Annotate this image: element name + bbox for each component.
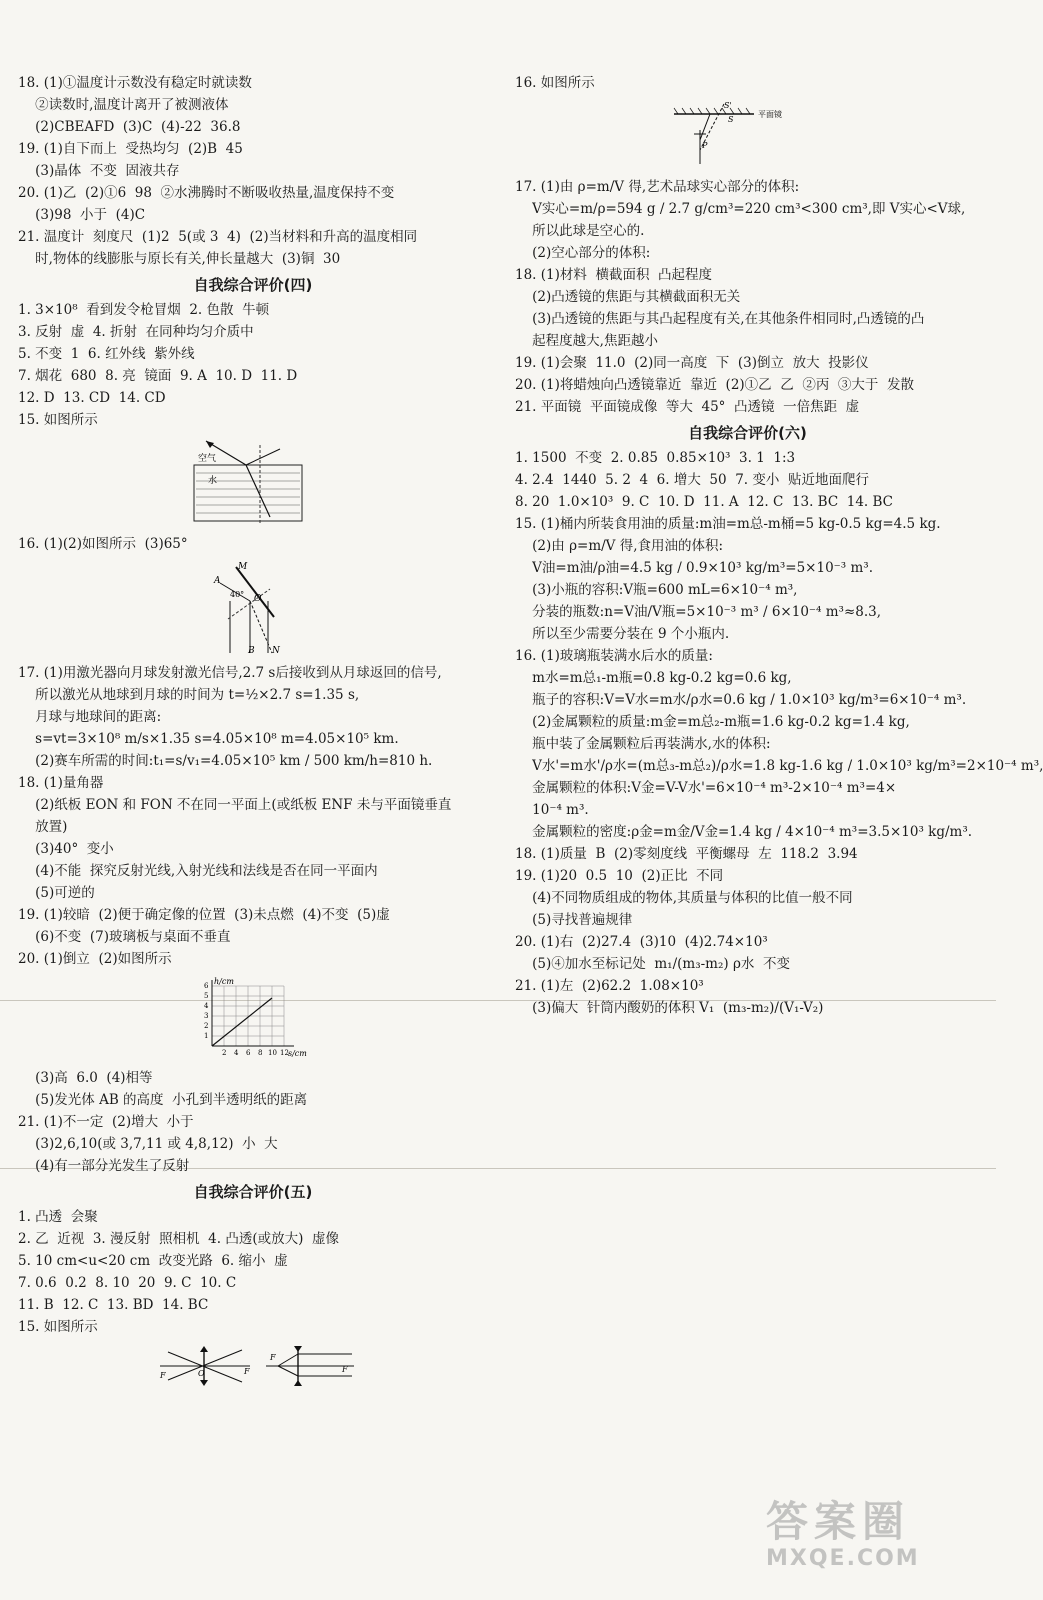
angle-label: 40° — [230, 590, 245, 599]
x-tick: 12 — [280, 1049, 289, 1057]
answer-line: 5. 不变 1 6. 红外线 紫外线 — [18, 346, 195, 362]
label-b: B — [248, 646, 255, 656]
x-tick: 6 — [246, 1049, 251, 1057]
answer-line: (5)寻找普遍规律 — [515, 912, 633, 928]
y-tick: 4 — [204, 1002, 209, 1010]
answer-line: 21. (1)左 (2)62.2 1.08×10³ — [515, 978, 704, 994]
y-tick: 3 — [204, 1012, 209, 1020]
answer-line: V实心=m/ρ=594 g / 2.7 g/cm³=220 cm³<300 cm³,即 V实心<V球, — [515, 201, 966, 217]
section-title-5: 自我综合评价(五) — [193, 1183, 313, 1201]
answers-block-18 — [18, 772, 488, 904]
answer-line: 月球与地球间的距离: — [18, 709, 162, 725]
answers-block-r19 — [515, 352, 980, 418]
answer-line: 12. D 13. CD 14. CD — [18, 390, 166, 406]
answers-block-19 — [18, 904, 488, 948]
answer-line: 金属颗粒的体积:V金=V-V水'=6×10⁻⁴ m³-2×10⁻⁴ m³=4× — [515, 780, 897, 796]
answer-line: 瓶中装了金属颗粒后再装满水,水的体积: — [515, 736, 771, 752]
answers-block-r15 — [515, 513, 980, 645]
watermark-logo: 答案圈 — [766, 1497, 911, 1546]
answer-line: 7. 0.6 0.2 8. 10 20 9. C 10. C — [18, 1275, 237, 1291]
answers-block-top — [18, 72, 488, 270]
section-title-4: 自我综合评价(四) — [193, 276, 313, 294]
answer-line: 1. 3×10⁸ 看到发令枪冒烟 2. 色散 牛顿 — [18, 302, 270, 318]
answer-line: 3. 反射 虚 4. 折射 在同种均匀介质中 — [18, 324, 254, 340]
right-column — [515, 72, 1043, 1019]
answer-line: (3)40° 变小 — [18, 841, 114, 857]
answer-line: 19. (1)20 0.5 10 (2)正比 不同 — [515, 868, 724, 884]
answer-line: 18. (1)①温度计示数没有稳定时就读数 — [18, 75, 252, 91]
answers-block-4 — [18, 299, 488, 431]
answer-line: 20. (1)右 (2)27.4 (3)10 (4)2.74×10³ — [515, 934, 768, 950]
source-point-label: S — [728, 115, 734, 124]
answer-line: (6)不变 (7)玻璃板与桌面不垂直 — [18, 929, 231, 945]
label-n: N — [272, 646, 280, 656]
image-point-label: S' — [724, 101, 732, 110]
answer-line: (2)由 ρ=m/V 得,食用油的体积: — [515, 538, 724, 554]
lens-ray-diagrams — [158, 1344, 488, 1388]
answer-line: (4)有一部分光发生了反射 — [18, 1158, 190, 1174]
focus-label: F — [270, 1353, 276, 1362]
answer-line: 18. (1)材料 横截面积 凸起程度 — [515, 267, 713, 283]
answer-line: 1. 1500 不变 2. 0.85 0.85×10³ 3. 1 1:3 — [515, 450, 796, 466]
section-title-6: 自我综合评价(六) — [688, 424, 807, 442]
answer-line: 1. 凸透 会聚 — [18, 1209, 98, 1225]
answer-line: 所以至少需要分装在 9 个小瓶内. — [515, 626, 730, 642]
answers-block-r17 — [515, 176, 980, 264]
answer-line: 10⁻⁴ m³. — [515, 802, 589, 818]
label-a: A — [214, 576, 221, 586]
answers-block-tail — [515, 843, 980, 1019]
refraction-diagram — [188, 437, 488, 527]
optical-center-label: O — [198, 1369, 205, 1378]
plane-mirror-diagram — [670, 100, 980, 170]
x-tick: 8 — [258, 1049, 263, 1057]
y-tick: 1 — [204, 1032, 209, 1040]
answer-line: (3)高 6.0 (4)相等 — [18, 1070, 153, 1086]
answer-line: 放置) — [18, 819, 68, 835]
answer-line: 分装的瓶数:n=V油/V瓶=5×10⁻³ m³ / 6×10⁻⁴ m³≈8.3, — [515, 604, 882, 620]
answer-line: 所以此球是空心的. — [515, 223, 645, 239]
answer-line: 16. (1)玻璃瓶装满水后水的质量: — [515, 648, 713, 664]
answer-line: 时,物体的线膨胀与原长有关,伸长量越大 (3)铜 30 — [18, 251, 341, 267]
answer-line: 19. (1)自下而上 受热均匀 (2)B 45 — [18, 141, 243, 157]
answers-block-17 — [18, 662, 488, 772]
focus-label: F — [342, 1365, 348, 1374]
answer-line: 21. (1)不一定 (2)增大 小于 — [18, 1114, 194, 1130]
answer-line: V油=m油/ρ油=4.5 kg / 0.9×10³ kg/m³=5×10⁻³ m³. — [515, 560, 874, 576]
answer-line: (3)2,6,10(或 3,7,11 或 4,8,12) 小 大 — [18, 1136, 278, 1152]
answer-line: 20. (1)倒立 (2)如图所示 — [18, 951, 172, 967]
height-distance-graph — [188, 976, 488, 1061]
answer-line: 11. B 12. C 13. BD 14. BC — [18, 1297, 209, 1313]
reflection-diagram — [208, 561, 488, 656]
mirror-label: 平面镜 — [758, 110, 782, 119]
x-tick: 4 — [234, 1049, 239, 1057]
answer-line: 15. 如图所示 — [18, 1319, 98, 1335]
answer-line: 17. (1)由 ρ=m/V 得,艺术品球实心部分的体积: — [515, 179, 800, 195]
answer-line: ②读数时,温度计离开了被测液体 — [18, 97, 229, 113]
answer-line: (2)空心部分的体积: — [515, 245, 651, 261]
answer-line: 起程度越大,焦距越小 — [515, 333, 658, 349]
answer-line: (3)小瓶的容积:V瓶=600 mL=6×10⁻⁴ m³, — [515, 582, 798, 598]
label-o: O — [254, 594, 262, 604]
answer-line: 16. 如图所示 — [515, 75, 595, 91]
answer-line: 15. 如图所示 — [18, 412, 98, 428]
answer-line: 21. 温度计 刻度尺 (1)2 5(或 3 4) (2)当材料和升高的温度相同 — [18, 229, 418, 245]
answer-line: 16. (1)(2)如图所示 (3)65° — [18, 536, 188, 552]
answer-line: (2)纸板 EON 和 FON 不在同一平面上(或纸板 ENF 未与平面镜垂直 — [18, 797, 452, 813]
answer-line: 19. (1)较暗 (2)便于确定像的位置 (3)未点燃 (4)不变 (5)虚 — [18, 907, 390, 923]
answer-line: s=vt=3×10⁸ m/s×1.35 s=4.05×10⁸ m=4.05×10⁵ km. — [18, 731, 399, 747]
y-tick: 6 — [204, 982, 209, 990]
answer-line: 瓶子的容积:V=V水=m水/ρ水=0.6 kg / 1.0×10³ kg/m³=6×10⁻⁴ m³. — [515, 692, 967, 708]
answer-line: (2)凸透镜的焦距与其横截面积无关 — [515, 289, 741, 305]
answer-line: 18. (1)量角器 — [18, 775, 104, 791]
x-tick: 2 — [222, 1049, 227, 1057]
focus-label: F — [160, 1371, 166, 1380]
answer-line: (5)可逆的 — [18, 885, 95, 901]
answer-line: 金属颗粒的密度:ρ金=m金/V金=1.4 kg / 4×10⁻⁴ m³=3.5×10³ kg/m³. — [515, 824, 973, 840]
answer-line: (2)金属颗粒的质量:m金=m总₂-m瓶=1.6 kg-0.2 kg=1.4 kg, — [515, 714, 910, 730]
answers-block-r18 — [515, 264, 980, 352]
answer-line: V水'=m水'/ρ水=(m总₃-m总₂)/ρ水=1.8 kg-1.6 kg / 1.0×10³ kg/m³=2×10⁻⁴ m³, — [515, 758, 1043, 774]
answers-block-5 — [18, 1206, 488, 1338]
answer-line: 15. (1)桶内所装食用油的质量:m油=m总-m桶=5 kg-0.5 kg=4.5 kg. — [515, 516, 941, 532]
answer-line: 所以激光从地球到月球的时间为 t=½×2.7 s=1.35 s, — [18, 687, 360, 703]
focus-label: F — [244, 1367, 250, 1376]
answer-line: (3)凸透镜的焦距与其凸起程度有关,在其他条件相同时,凸透镜的凸 — [515, 311, 925, 327]
point-p-label: P — [702, 141, 708, 150]
answer-line: 2. 乙 近视 3. 漫反射 照相机 4. 凸透(或放大) 虚像 — [18, 1231, 339, 1247]
label-m: M — [238, 562, 248, 572]
answer-line: (4)不能 探究反射光线,入射光线和法线是否在同一平面内 — [18, 863, 378, 879]
answer-line: (2)赛车所需的时间:t₁=s/v₁=4.05×10⁵ km / 500 km/h=810 h. — [18, 753, 433, 769]
left-column — [18, 72, 488, 1394]
answer-line: (5)④加水至标记处 m₁/(m₃-m₂) ρ水 不变 — [515, 956, 790, 972]
answer-line: (4)不同物质组成的物体,其质量与体积的比值一般不同 — [515, 890, 853, 906]
x-axis-label: s/cm — [288, 1049, 307, 1058]
answer-line: 8. 20 1.0×10³ 9. C 10. D 11. A 12. C 13. BC 14. BC — [515, 494, 894, 510]
answer-line: m水=m总₁-m瓶=0.8 kg-0.2 kg=0.6 kg, — [515, 670, 792, 686]
answer-line: 18. (1)质量 B (2)零刻度线 平衡螺母 左 118.2 3.94 — [515, 846, 858, 862]
water-label: 水 — [208, 476, 218, 486]
answer-line: (2)CBEAFD (3)C (4)-22 36.8 — [18, 119, 241, 135]
y-axis-label: h/cm — [214, 977, 234, 986]
answer-line: 7. 烟花 680 8. 亮 镜面 9. A 10. D 11. D — [18, 368, 298, 384]
y-tick: 5 — [204, 992, 209, 1000]
answer-line: 21. 平面镜 平面镜成像 等大 45° 凸透镜 一倍焦距 虚 — [515, 399, 860, 415]
answer-line: (3)偏大 针筒内酸奶的体积 V₁ (m₃-m₂)/(V₁-V₂) — [515, 1000, 824, 1016]
answer-line: 20. (1)将蜡烛向凸透镜靠近 靠近 (2)①乙 乙 ②丙 ③大于 发散 — [515, 377, 915, 393]
answers-block-r16 — [515, 645, 1043, 843]
answer-line: (5)发光体 AB 的高度 小孔到半透明纸的距离 — [18, 1092, 308, 1108]
answer-line: 19. (1)会聚 11.0 (2)同一高度 下 (3)倒立 放大 投影仪 — [515, 355, 869, 371]
site-watermark — [766, 1498, 956, 1578]
answer-line: 20. (1)乙 (2)①6 98 ②水沸腾时不断吸收热量,温度保持不变 — [18, 185, 395, 201]
x-tick: 10 — [268, 1049, 277, 1057]
answers-block-6 — [515, 447, 980, 513]
answer-line: 5. 10 cm<u<20 cm 改变光路 6. 缩小 虚 — [18, 1253, 288, 1269]
air-label: 空气 — [198, 454, 217, 464]
watermark-url: MXQE.COM — [766, 1546, 920, 1571]
answer-line: 17. (1)用激光器向月球发射激光信号,2.7 s后接收到从月球返回的信号, — [18, 665, 442, 681]
answer-line: (3)晶体 不变 固液共存 — [18, 163, 180, 179]
answer-line: 4. 2.4 1440 5. 2 4 6. 增大 50 7. 变小 贴近地面爬行 — [515, 472, 869, 488]
y-tick: 2 — [204, 1022, 209, 1030]
answer-line: (3)98 小于 (4)C — [18, 207, 146, 223]
